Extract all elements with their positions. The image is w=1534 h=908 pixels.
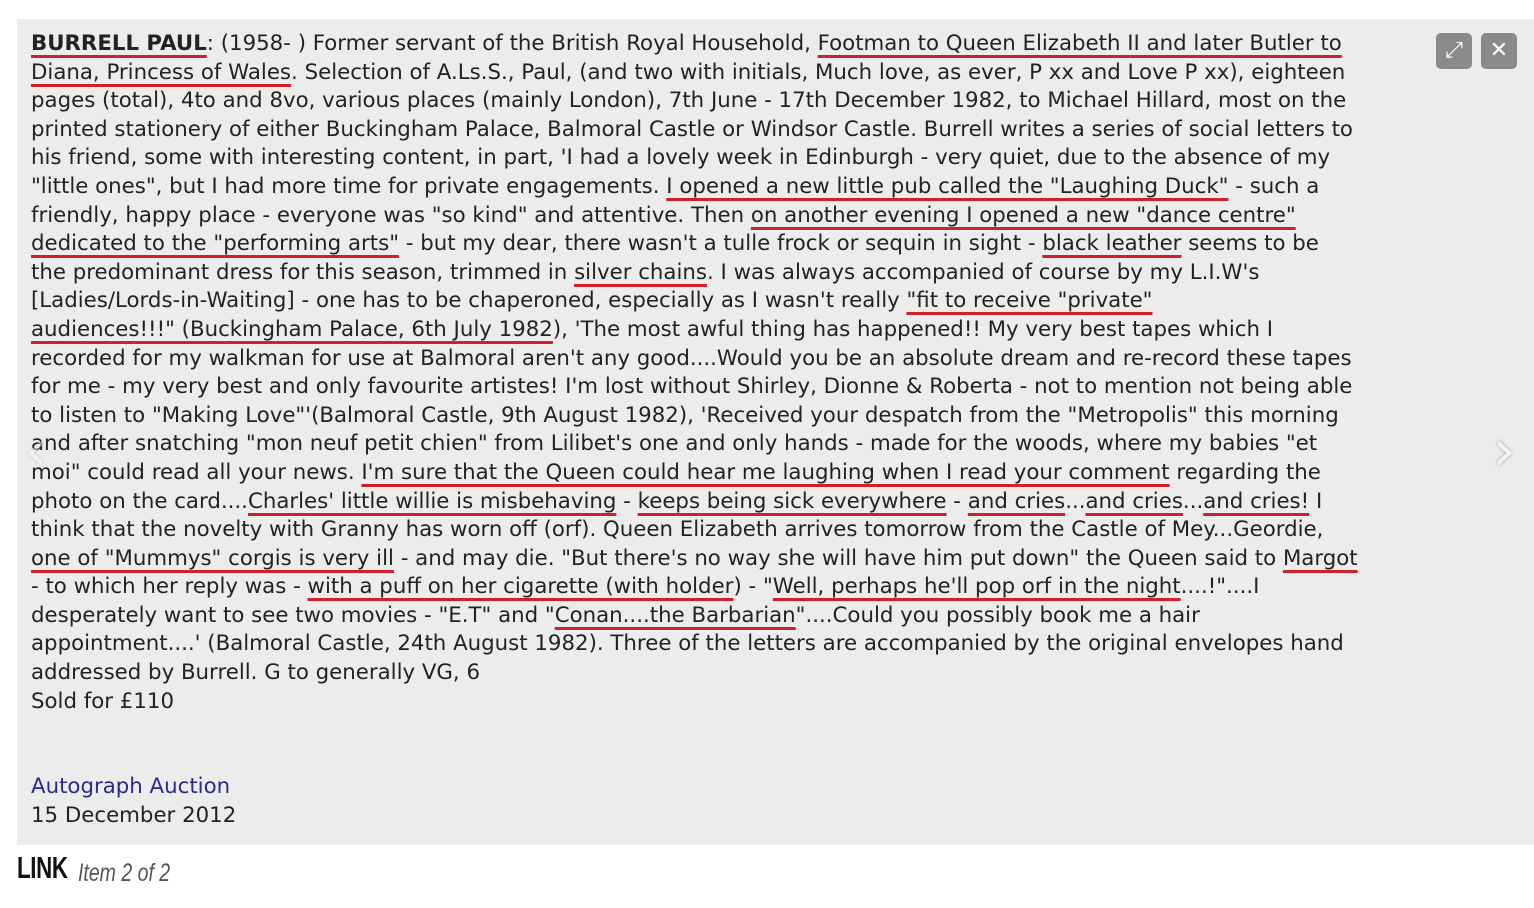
text-segment: regarding the [1169,459,1321,485]
text-segment: seems to be [1181,231,1319,257]
text-segment: ... [1182,488,1204,514]
underlined-phrase: BURRELL PAUL [31,31,207,56]
next-item-button[interactable] [1484,416,1524,484]
spacer [31,716,1511,773]
text-line [31,573,1511,602]
text-line [31,259,1511,288]
text-segment: printed stationery of either Buckingham Palace, Balmoral Castle or Windsor Castle. Burrell writes a series of social letters to [31,116,1353,142]
underlined-phrase: and cries [967,488,1066,514]
text-segment: moi" could read all your news. [31,459,362,485]
text-segment: "little ones", but I had more time for private engagements. [31,173,667,199]
text-segment: desperately want to see two movies - "E.T" and " [31,602,555,628]
text-segment: - [946,488,968,514]
underlined-phrase: and cries [1085,488,1183,514]
text-segment: his friend, some with interesting content, in part, 'I had a lovely week in Edinburgh - very quiet, due to the absence of my [31,145,1331,171]
text-line [31,144,1511,173]
gallery-caption [17,850,171,890]
underlined-phrase: I opened a new little pub called the "Laughing Duck" [666,173,1229,199]
underlined-phrase: on another evening I opened a new "dance centre" [750,202,1296,228]
close-button[interactable] [1481,33,1517,69]
text-segment: - and may die. "But there's no way she will have him put down" the Queen said to [393,545,1283,571]
text-line [31,516,1511,545]
text-line [31,173,1511,202]
underlined-phrase: and cries! [1203,488,1310,514]
text-segment: ) - " [733,574,773,600]
underlined-phrase: one of "Mummys" corgis is very ill [31,545,394,571]
text-segment: ... [1065,488,1086,514]
text-segment: . I was always accompanied of course by my L.I.W's [707,259,1260,285]
text-segment: recorded for my walkman for use at Balmoral aren't any good....Would you be an absolute dream and re-record these tapes [31,345,1352,371]
lot-description [31,30,1511,830]
text-segment: appointment....' (Balmoral Castle, 24th August 1982). Three of the letters are accompanied by the original envelopes hand [31,631,1344,657]
lot-description-lines [31,30,1511,716]
expand-button[interactable] [1436,33,1472,69]
text-segment: "....Could you possibly book me a hair [795,602,1200,628]
text-segment: pages (total), 4to and 8vo, various places (mainly London), 7th June - 17th December 1982, to Michael Hillard, most on the [31,88,1347,114]
text-segment: - but my dear, there wasn't a tulle frock or sequin in sight - [399,231,1043,257]
text-segment: - [616,488,638,514]
text-line [31,116,1511,145]
text-line [31,59,1511,88]
text-line [31,659,1511,688]
link-label[interactable]: LINK [17,850,68,885]
underlined-phrase: dedicated to the "performing arts" [31,231,400,257]
underlined-phrase: Charles' little willie is misbehaving [247,488,617,514]
underlined-phrase: Conan....the Barbarian [554,602,796,628]
text-line [31,202,1511,231]
item-counter: Item 2 of 2 [78,859,171,887]
text-segment: and after snatching "mon neuf petit chien" from Lilibet's one and only hands - made for the woods, where my babies "et [31,431,1318,457]
text-line [31,459,1511,488]
previous-item-button[interactable] [16,416,56,484]
text-line [31,602,1511,631]
text-segment: - such a [1228,173,1320,199]
text-line [31,30,1511,59]
text-segment: addressed by Burrell. G to generally VG, 6 [31,660,481,686]
chevron-right-icon: › [1492,416,1516,484]
text-segment: to listen to "Making Love"'(Balmoral Castle, 9th August 1982), 'Received your despatch from the "Metropolis" this morning [31,402,1339,428]
text-line [31,87,1511,116]
expand-arrows-icon: ⤢ [1445,38,1463,63]
text-line [31,316,1511,345]
text-line [31,230,1511,259]
text-segment: photo on the card.... [31,488,248,514]
text-line [31,430,1511,459]
auction-source: Autograph Auction [31,774,231,800]
underlined-phrase: black leather [1042,231,1182,257]
text-line [31,287,1511,316]
chevron-left-icon: ‹ [24,416,48,484]
underlined-phrase: audiences!!!" (Buckingham Palace, 6th July 1982 [31,316,553,342]
text-segment: friendly, happy place - everyone was "so kind" and attentive. Then [31,202,751,228]
underlined-phrase: Margot [1282,545,1358,571]
text-line [31,373,1511,402]
underlined-phrase: Diana, Princess of Wales [31,59,292,85]
text-segment: - to which her reply was - [31,574,308,600]
text-line [31,545,1511,574]
text-segment: Sold for £110 [31,688,175,714]
text-segment: I [1309,488,1323,514]
text-line [31,402,1511,431]
text-line [31,488,1511,517]
underlined-phrase: with a puff on her cigarette (with holder [307,574,734,600]
underlined-phrase: "fit to receive "private" [906,288,1153,314]
text-line [31,688,1511,717]
text-segment: think that the novelty with Granny has worn off (orf). Queen Elizabeth arrives tomorrow from the Castle of Mey...Geordie, [31,517,1324,543]
underlined-phrase: I'm sure that the Queen could hear me laughing when I read your comment [361,459,1170,485]
text-segment: for me - my very best and only favourite artistes! I'm lost without Shirley, Dionne & Roberta - not to mention not being able [31,374,1353,400]
text-segment: [Ladies/Lords-in-Waiting] - one has to be chaperoned, especially as I wasn't really [31,288,907,314]
text-line [31,345,1511,374]
text-segment: : (1958- ) Former servant of the British Royal Household, [206,31,818,56]
text-segment: ), 'The most awful thing has happened!! My very best tapes which I [552,316,1274,342]
underlined-phrase: Footman to Queen Elizabeth II and later Butler to [817,31,1342,56]
text-segment: the predominant dress for this season, trimmed in [31,259,575,285]
underlined-phrase: Well, perhaps he'll pop orf in the night [772,574,1181,600]
underlined-phrase: silver chains [574,259,707,285]
text-segment: . Selection of A.Ls.S., Paul, (and two with initials, Much love, as ever, P xx and Love P xx), eighteen [291,59,1346,85]
close-x-icon: ✕ [1489,38,1509,63]
text-segment: ....!"....I [1180,574,1260,600]
auction-date: 15 December 2012 [31,802,237,828]
text-line [31,630,1511,659]
underlined-phrase: keeps being sick everywhere [637,488,947,514]
